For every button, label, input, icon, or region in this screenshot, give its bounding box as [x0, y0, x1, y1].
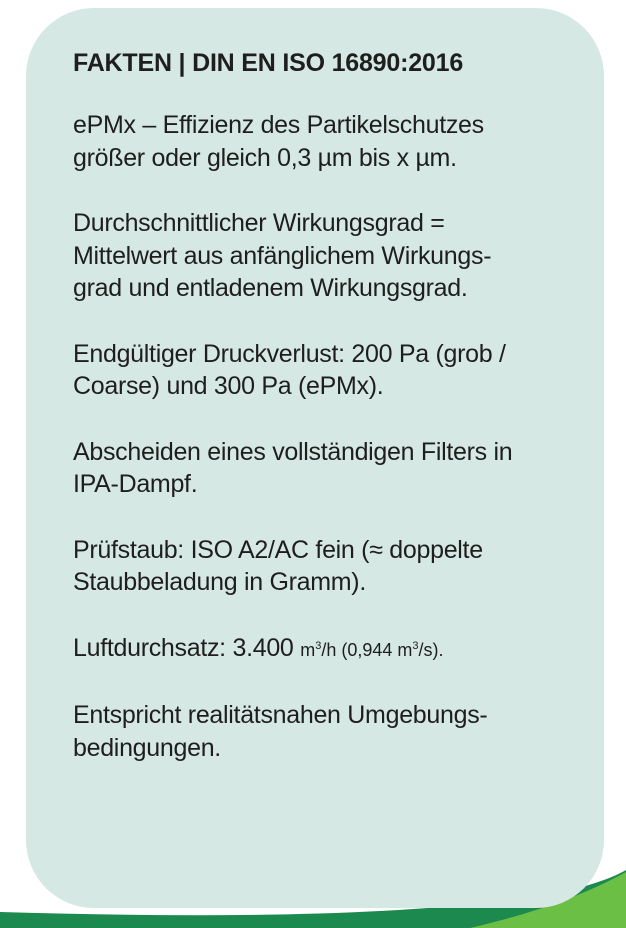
- fact-epmx-line-1: ePMx – Effizienz des Partikelschutzes: [73, 111, 484, 139]
- airflow-units: [300, 640, 443, 660]
- fact-final-pressure-drop: [73, 338, 574, 403]
- fact-ipa-discharge-line-1: Abscheiden eines vollständigen Filters in: [73, 437, 513, 466]
- facts-card: [26, 8, 604, 908]
- fact-average-efficiency-line-2: Mittelwert aus anfänglichem Wirkungs-: [73, 241, 492, 270]
- fact-epmx: [73, 109, 574, 174]
- fact-test-dust-line-1: Prüfstaub: ISO A2/AC fein (≈ doppelte: [73, 535, 483, 564]
- airflow-mid: /h (0,944 m: [321, 639, 413, 660]
- airflow-suffix: /s).: [418, 639, 444, 660]
- fact-test-dust: [73, 534, 574, 599]
- fact-realistic-conditions-line-2: bedingungen.: [73, 733, 221, 762]
- fact-ipa-discharge: [73, 436, 574, 501]
- airflow-unit-m: m: [300, 639, 316, 660]
- fact-final-pressure-drop-line-1: Endgültiger Druckverlust: 200 Pa (grob /: [73, 339, 506, 368]
- fact-average-efficiency-line-1: Durchschnittlicher Wirkungsgrad =: [73, 209, 445, 237]
- fact-ipa-discharge-line-2: IPA-Dampf.: [73, 470, 198, 498]
- fact-average-efficiency: [73, 207, 574, 305]
- fact-final-pressure-drop-line-2: Coarse) und 300 Pa (ePMx).: [73, 372, 384, 400]
- fact-test-dust-line-2: Staubbeladung in Gramm).: [73, 568, 366, 596]
- fact-average-efficiency-line-3: grad und entladenem Wirkungsgrad.: [73, 274, 468, 302]
- fact-airflow-line: [73, 632, 574, 667]
- fact-airflow: [73, 632, 574, 667]
- airflow-exponent-1: 3: [315, 639, 322, 652]
- airflow-prefix: Luftdurchsatz: 3.400: [73, 633, 301, 662]
- fact-realistic-conditions-line-1: Entspricht realitätsnahen Umgebungs-: [73, 701, 488, 729]
- airflow-exponent-2: 3: [412, 639, 419, 652]
- fact-realistic-conditions: [73, 699, 574, 764]
- facts-title: FAKTEN | DIN EN ISO 16890:2016: [73, 49, 464, 77]
- fact-epmx-line-2: größer oder gleich 0,3 µm bis x µm.: [73, 143, 457, 172]
